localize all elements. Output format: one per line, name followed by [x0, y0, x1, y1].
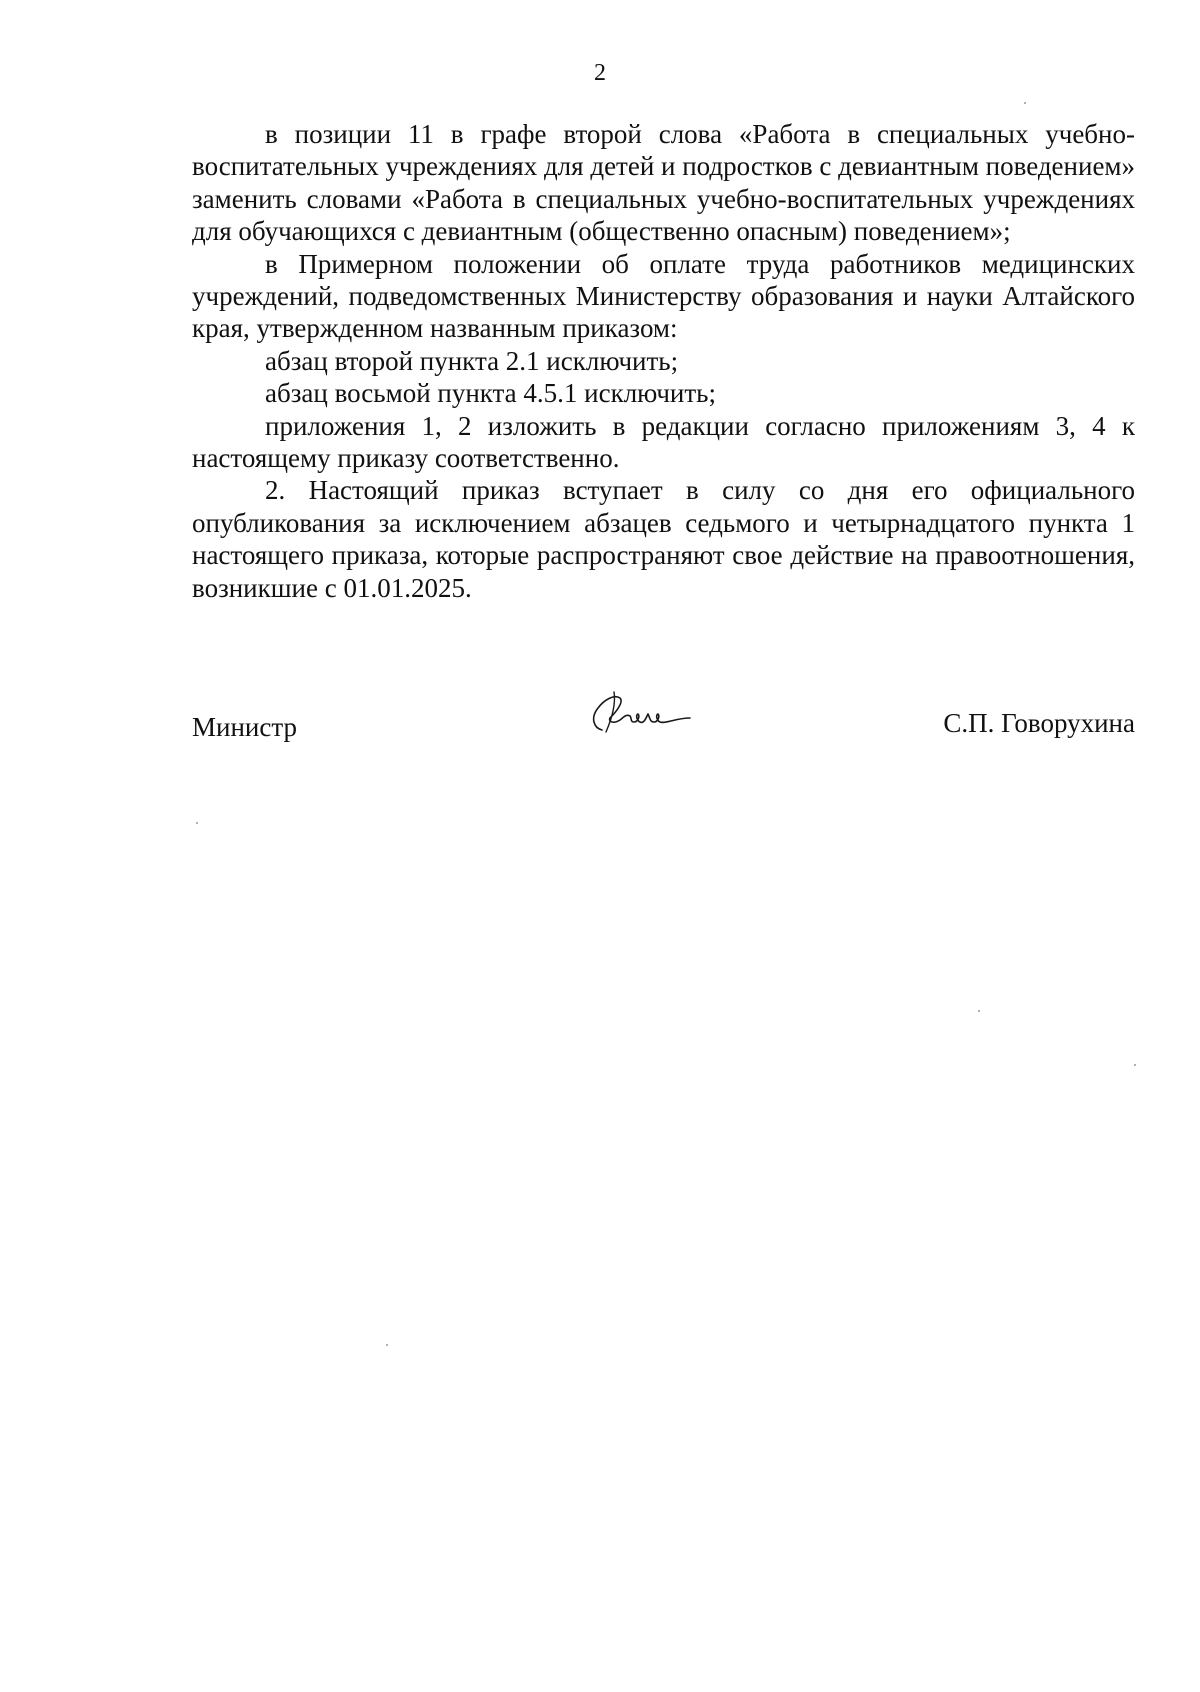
- scan-speck: [1024, 102, 1026, 104]
- paragraph-appendices: приложения 1, 2 изложить в редакции согласно приложениям 3, 4 к настоящему приказу соответственно.: [192, 410, 1135, 474]
- scan-speck: [978, 1010, 980, 1012]
- scan-speck: [1134, 1064, 1136, 1066]
- scan-speck: [386, 1344, 388, 1346]
- paragraph-exclude-4-5-1: абзац восьмой пункта 4.5.1 исключить;: [265, 378, 716, 409]
- paragraph-position-11: в позиции 11 в графе второй слова «Работа в специальных учебно-воспитательных учреждениях для детей и подростков с девиантным поведением» заменить словами «Работа в специальных учебно-воспитательных учреждениях для обучающихся с девиантным (общественно опасным) поведением»;: [192, 119, 1136, 247]
- document-body: [192, 118, 1135, 604]
- page-number: 2: [594, 60, 606, 86]
- signatory-title: Министр: [192, 712, 297, 742]
- paragraph-effective-date: 2. Настоящий приказ вступает в силу со дня его официального опубликования за исключением абзацев седьмого и четырнадцатого пункта 1 настоящего приказа, которые распространяют свое действие на правоотношения, возникшие с 01.01.2025.: [192, 475, 1135, 603]
- scan-speck: [196, 822, 198, 824]
- paragraph-medical-regulation: в Примерном положении об оплате труда работников медицинских учреждений, подведомственных Министерству образования и науки Алтайского края, утвержденном названным приказом:: [192, 248, 1135, 344]
- paragraph-exclude-2-1: абзац второй пункта 2.1 исключить;: [265, 345, 679, 376]
- signatory-name: С.П. Говорухина: [943, 708, 1135, 738]
- handwritten-signature: [580, 684, 700, 744]
- signature-block: [192, 684, 1135, 744]
